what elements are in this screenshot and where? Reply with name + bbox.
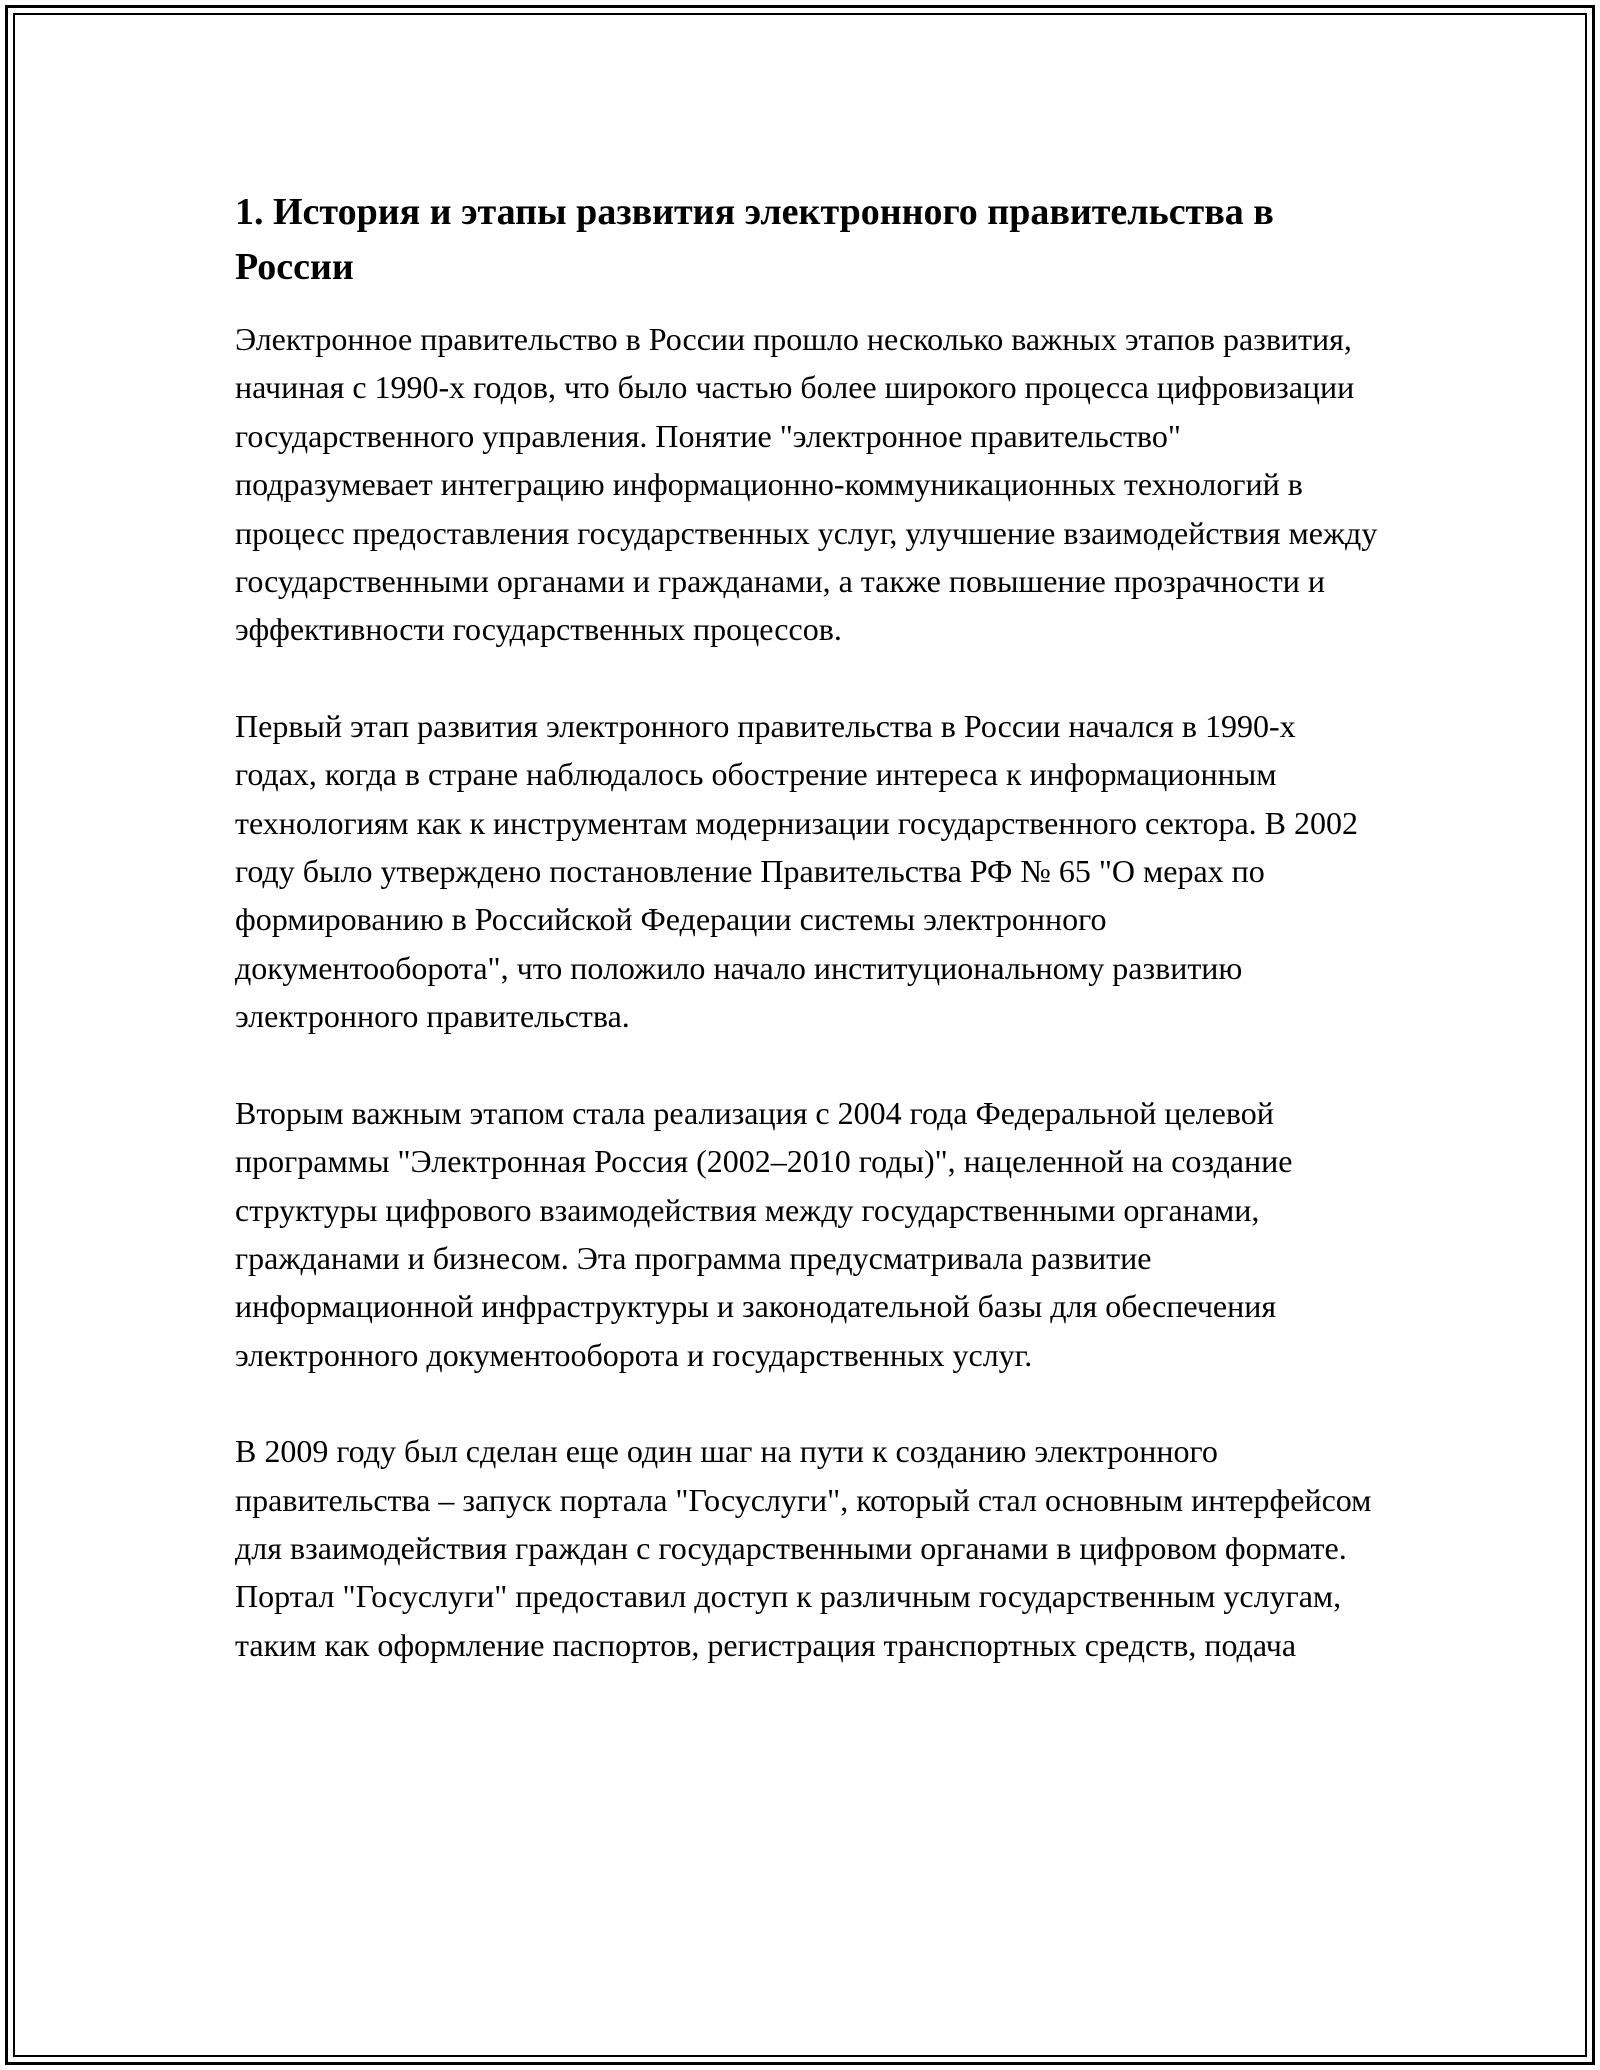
paragraph-first-stage: Первый этап развития электронного правительства в России начался в 1990-х годах, когда в стране наблюдалось обострение интереса к информационным технологиям как к инструментам модернизации государственного сектора. В 2002 году было утверждено постановление Правительства РФ № 65 "О мерах по формированию в Российской Федерации системы электронного документооборота", что положило начало институциональному развитию электронного правительства. (235, 707, 1358, 1035)
section-heading: 1. История и этапы развития электронного правительства в России (235, 191, 1274, 288)
paragraph-second-stage: Вторым важным этапом стала реализация с 2004 года Федеральной целевой программы "Электронная Россия (2002–2010 годы)", нацеленной на создание структуры цифрового взаимодействия между государственными органами, гражданами и бизнесом. Эта программа предусматривала развитие информационной инфраструктуры и законодательной базы для обеспечения электронного документооборота и государственных услуг. (235, 1094, 1293, 1373)
paragraph-gosuslugi: В 2009 году был сделан еще один шаг на пути к созданию электронного правительства – запуск портала "Госуслуги", который стал основным интерфейсом для взаимодействия граждан с государственными органами в цифровом формате. Портал "Госуслуги" предоставил доступ к различным государственным услугам, таким как оформление паспортов, регистрация транспортных средств, подача (235, 1433, 1372, 1663)
paragraph-intro: Электронное правительство в России прошло несколько важных этапов развития, начиная с 1990-х годов, что было частью более широкого процесса цифровизации государственного управления. Понятие "электронное правительство" подразумевает интеграцию информационно-коммуникационных технологий в процесс предоставления государственных услуг, улучшение взаимодействия между государственными органами и гражданами, а также повышение прозрачности и эффективности государственных процессов. (235, 321, 1378, 648)
document-body (235, 185, 1385, 1717)
